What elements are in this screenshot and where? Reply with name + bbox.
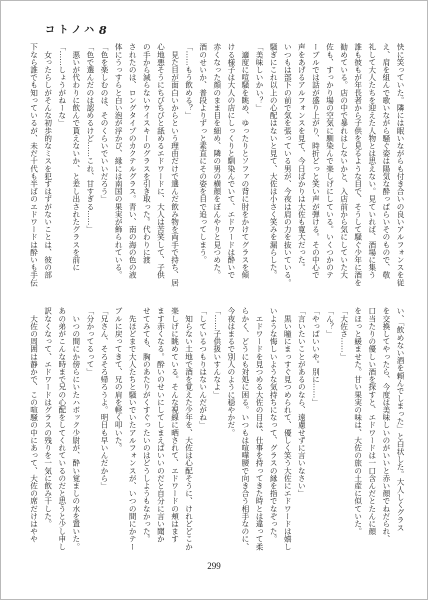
text-column: せてみても、胸のあたりがくすぐったいのはどうしようもなかった。	[142, 307, 152, 543]
text-column: 下なら誰でも知っているが、未だ十代も半ばのエドワードは酔いも手伝	[29, 43, 39, 287]
text-column: されたのは、ロングタイプのカクテルグラス。青い、南の海の色の液	[128, 43, 138, 279]
text-column: 赤くなった顔のまま目を細め、隣の男の横顔をぼんやりと見つめた。	[212, 43, 222, 279]
text-column: 「分かってるって」	[85, 307, 95, 376]
text-column: 勧めている。店の中で暴れはしないかと、入店前から気にしていた大	[339, 43, 349, 279]
text-column: 快に笑っていた。隣には眠いながらも付き合いの良いアルフォンスを従	[396, 43, 405, 287]
text-column: 体にうっすらと白い泡が浮かび、縁には南国の果実が飾られている。	[114, 43, 124, 279]
text-column: ーブルでは話が盛り上がり、時折どっと笑い声が弾ける。その中心で	[311, 43, 321, 279]
text-column: 「しているつもりはないんだがね」	[198, 307, 208, 429]
text-column: 「……子供扱いすんなよ」	[212, 307, 222, 399]
text-column: 「言いたいことがあるのなら、遠慮せずに言いなさい」	[297, 307, 307, 497]
text-column: ける様子は大人の店にしっくりと馴染んでいて、エドワードは酔いで	[226, 43, 236, 279]
text-column: 「色で選んだのは認めるけど……これ、甘すぎる……」	[85, 43, 95, 233]
running-header-number: 8	[99, 24, 107, 37]
text-column: 「……もう飲める？」	[184, 43, 194, 119]
text-column: 知らない土地で酒を覚えた少年を、大佐は心配そうに、けれどどこか	[184, 307, 194, 551]
text-column: の手から減らないウイスキーのグラスを引き取った。代わりに渡	[142, 43, 152, 264]
text-column: 酒のせいか、普段よりずっと素直にその姿を目で追ってしまう。	[198, 43, 208, 264]
text-column: 心地悪そうにちびちびと舐めるエドワードに、大人は苦笑して、子供	[156, 43, 166, 279]
text-column: 訳なくなって、エドワードはグラスの残りを一気に飲み干した。	[43, 307, 53, 528]
upper-text-tier	[25, 43, 407, 293]
text-column: 誰も彼もが年長者から子供を見るような目で、そうして騒ぐ少年に酒を	[353, 43, 363, 287]
text-column: いつの間にか傍らにいたハボック少尉が、酔い覚ましの水を置いた。	[71, 307, 81, 551]
text-column: 声をあげるアルフォンスを見て、今日ばかりは大佐も寛大だった。	[297, 43, 307, 271]
text-column: ブルに戻ってきて、兄の肩を軽く叩いた。	[114, 307, 124, 452]
text-column: いつもは部下の前で気を張っている男が、今夜は肩の力を抜いている。	[283, 43, 293, 287]
text-column: をほっと緩ませた。甘い果実の味は、大佐の旅の土産に似ていた。	[353, 307, 363, 535]
text-column: 礼して大人たちを迎えた人物とは思えない。見ていれば、酒場に集う	[367, 43, 377, 279]
text-column: 適度に喧騒を眺め、ゆったりとソファの背に肘をかけてグラスを傾	[240, 43, 250, 279]
text-column: エドワードを見つめる大佐の目は、仕事を持ってきた時とは違って柔	[255, 307, 265, 551]
text-column: らかく、どうにも対処に困る。いつもは喧嘩腰で向き合う相手なのに、	[240, 307, 250, 551]
text-column: 楽しげに眺めている。そんな視線に晒されて、エドワードの頬はます	[170, 307, 180, 543]
text-column: いような悔しいような気持ちになって、グラスの縁を指でなぞった。	[269, 307, 279, 543]
text-column: え、肩を組んで歌いながら騒ぐ姿は陽気な酔っぱらいそのもので、敬	[381, 43, 391, 279]
text-column: 「兄さん、そろそろ帰ろうよ。明日も早いんだから」	[100, 307, 110, 490]
text-column: 「……しょうがねーな」	[57, 43, 67, 127]
lower-text-tier	[25, 307, 407, 557]
page-number: 299	[207, 561, 221, 571]
text-column: 「美味しいかい？」	[255, 43, 265, 112]
text-column: い、「飲めない酒を頼んでしまった」と白状した。大人しくグラス	[396, 307, 405, 532]
text-column: 「色を楽しむのは、そのくらいでいいだろう」	[100, 43, 110, 203]
text-column: 女ったらしがそんな初歩的なミスを犯すはずがないことは、彼の部	[43, 43, 53, 279]
text-column: 騒ぎにこれ以上の心配はないと見て、大佐は小さく笑みを漏らした。	[269, 43, 279, 279]
text-column: を交換してやったら、今度は美味しいのがいいと赤い顔でねだられ、	[381, 307, 391, 543]
text-column: 先ほどまで大人たちと騒いでいたアルフォンスが、いつの間にかテー	[128, 307, 138, 551]
text-column: 大佐の周囲は静かで、この喧騒の中にあって、大佐の席だけはやや	[29, 307, 39, 543]
text-column: 見た目が面白いからという理由だけで選んだ飲み物を両手で持ち、居	[170, 43, 180, 287]
text-column: あの弟がこんな時まで兄の心配をしてくれているのだと思うと少し申し	[57, 307, 67, 551]
text-column: 今夜はまるで別人のように穏やかだ。	[226, 307, 236, 437]
text-column: 口当たりの優しい酒を探すと、エドワードは一口含んだとたんに顔	[367, 307, 377, 535]
text-column: 「ん？」	[325, 307, 335, 338]
running-header-title: コトノハ	[45, 25, 98, 36]
text-column: 黒い瞳にまっすぐ見つめられて、優しく笑う大佐にエドワードは嬉し	[283, 307, 293, 551]
text-column: 悪いが代わりに飲んで貰えないか、と差し出されたグラスを前に	[71, 43, 81, 271]
text-column: 「やっぱいいや。別に……」	[311, 307, 321, 406]
text-column: 「大佐さ……」	[339, 307, 349, 361]
text-column: ます赤くなる。酔いのせいにしてしまえばいいのだと自分に言い聞か	[156, 307, 166, 543]
text-column: 佐も、すっかり場の空気に馴染んで楽しげにしている。いくつかのテ	[325, 43, 335, 279]
